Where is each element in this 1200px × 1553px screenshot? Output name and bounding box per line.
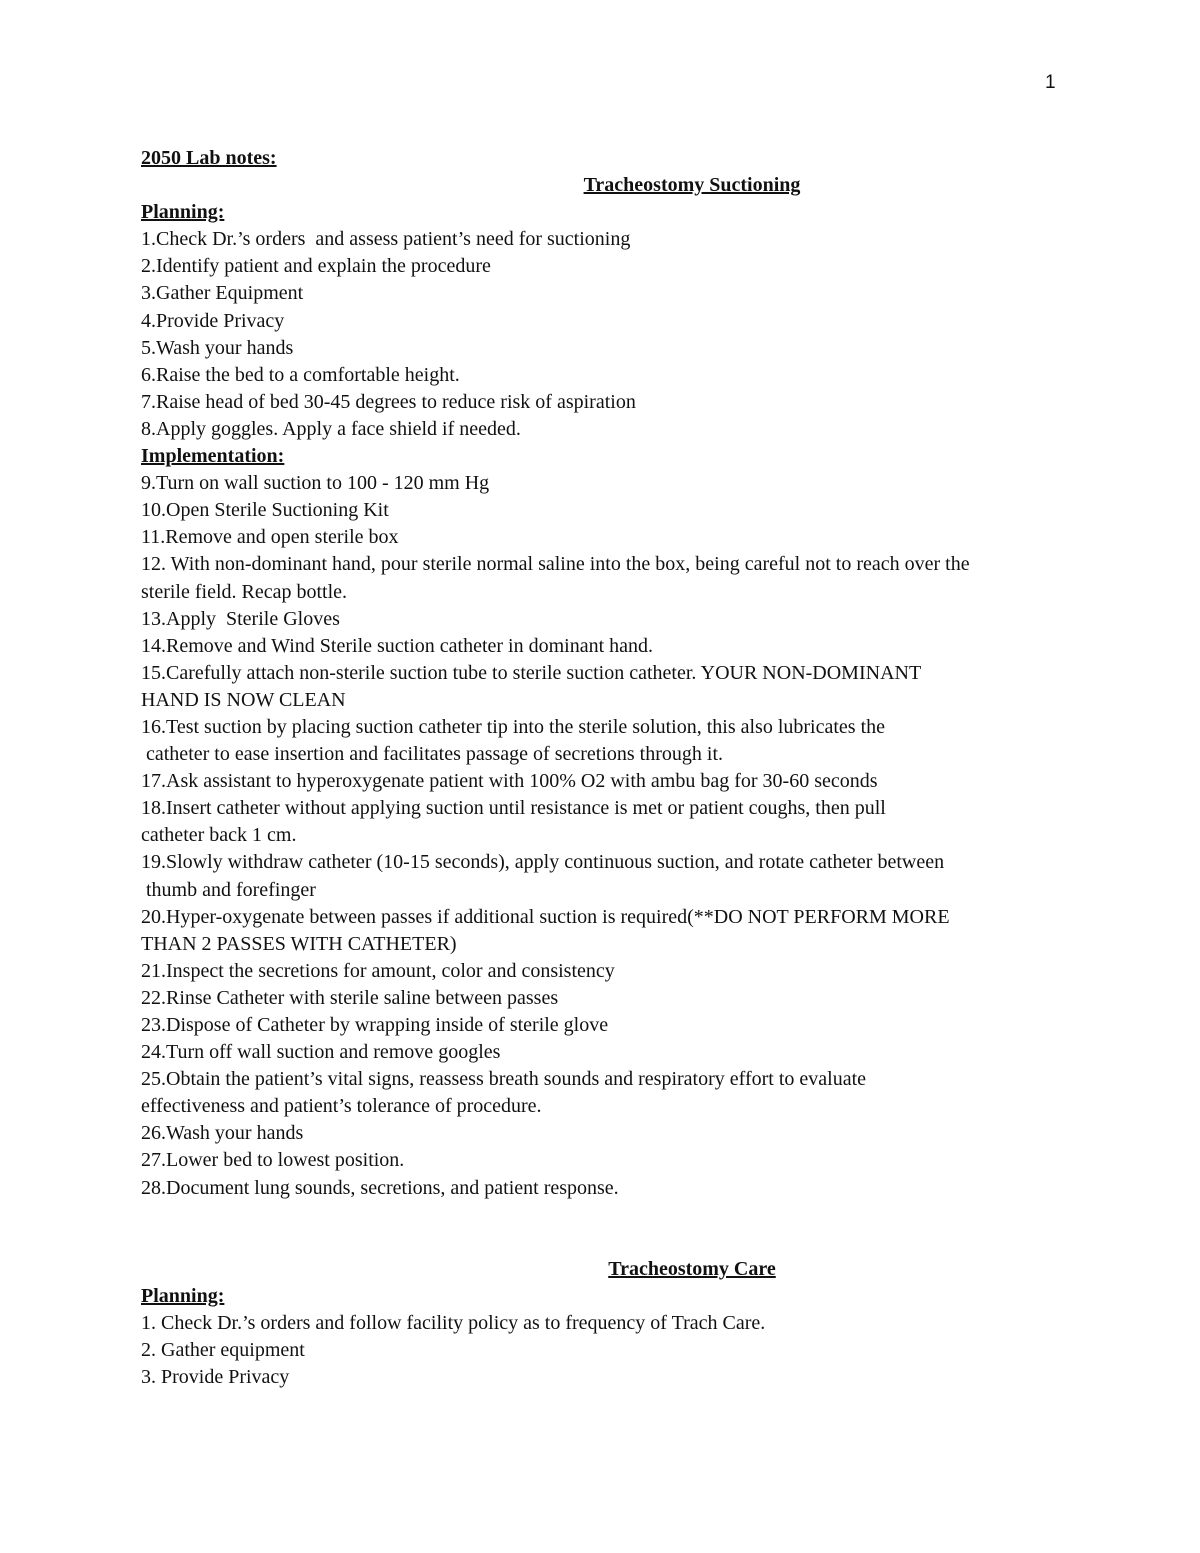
list-item: 12. With non-dominant hand, pour sterile normal saline into the box, being careful not to reach over the — [141, 553, 970, 576]
list-item-continuation: sterile field. Recap bottle. — [141, 580, 348, 603]
list-item-continuation: THAN 2 PASSES WITH CATHETER) — [141, 932, 457, 955]
list-item: 13.Apply Sterile Gloves — [141, 607, 340, 630]
planning-heading: Planning: — [141, 201, 225, 224]
planning-heading: Planning: — [141, 1284, 225, 1307]
section-title-care: Tracheostomy Care — [608, 1257, 776, 1280]
page-number: 1 — [1045, 72, 1056, 93]
list-item: 3. Provide Privacy — [141, 1366, 290, 1389]
list-item: 20.Hyper-oxygenate between passes if additional suction is required(**DO NOT PERFORM MORE — [141, 905, 950, 928]
list-item: 19.Slowly withdraw catheter (10-15 seconds), apply continuous suction, and rotate catheter between — [141, 851, 945, 874]
list-item-continuation: effectiveness and patient’s tolerance of procedure. — [141, 1095, 542, 1118]
list-item: 6.Raise the bed to a comfortable height. — [141, 363, 460, 386]
list-item: 21.Inspect the secretions for amount, color and consistency — [141, 959, 615, 982]
list-item: 4.Provide Privacy — [141, 309, 285, 332]
list-item: 27.Lower bed to lowest position. — [141, 1149, 405, 1172]
list-item-continuation: catheter back 1 cm. — [141, 824, 297, 847]
list-item: 5.Wash your hands — [141, 336, 294, 359]
list-item: 3.Gather Equipment — [141, 282, 304, 305]
list-item: 1. Check Dr.’s orders and follow facility policy as to frequency of Trach Care. — [141, 1311, 766, 1334]
list-item: 17.Ask assistant to hyperoxygenate patient with 100% O2 with ambu bag for 30-60 seconds — [141, 770, 878, 793]
list-item: 14.Remove and Wind Sterile suction catheter in dominant hand. — [141, 634, 654, 657]
list-item: 24.Turn off wall suction and remove googles — [141, 1041, 501, 1064]
list-item-continuation: catheter to ease insertion and facilitates passage of secretions through it. — [141, 743, 724, 766]
suctioning-planning-list — [141, 226, 1141, 443]
list-item: 23.Dispose of Catheter by wrapping inside of sterile glove — [141, 1014, 609, 1036]
list-item: 15.Carefully attach non-sterile suction tube to sterile suction catheter. YOUR NON-DOMINANT — [141, 661, 922, 684]
list-item: 1.Check Dr.’s orders and assess patient’s need for suctioning — [141, 228, 631, 251]
list-item: 28.Document lung sounds, secretions, and patient response. — [141, 1176, 619, 1199]
suctioning-implementation-list — [141, 470, 1141, 1202]
section-spacer — [141, 1202, 1141, 1256]
list-item: 18.Insert catheter without applying suction until resistance is met or patient coughs, then pull — [141, 797, 886, 820]
list-item: 26.Wash your hands — [141, 1122, 304, 1145]
list-item: 10.Open Sterile Suctioning Kit — [141, 499, 389, 522]
list-item: 22.Rinse Catheter with sterile saline between passes — [141, 986, 559, 1009]
section-title-suctioning: Tracheostomy Suctioning — [583, 174, 801, 197]
document-title: 2050 Lab notes: — [141, 147, 277, 169]
list-item-continuation: thumb and forefinger — [141, 878, 316, 901]
list-item-continuation: HAND IS NOW CLEAN — [141, 688, 346, 711]
list-item: 2. Gather equipment — [141, 1338, 305, 1361]
list-item: 7.Raise head of bed 30-45 degrees to reduce risk of aspiration — [141, 390, 636, 413]
list-item: 8.Apply goggles. Apply a face shield if needed. — [141, 417, 521, 440]
list-item: 9.Turn on wall suction to 100 - 120 mm Hg — [141, 472, 490, 495]
list-item: 25.Obtain the patient’s vital signs, reassess breath sounds and respiratory effort to evaluate — [141, 1068, 866, 1091]
implementation-heading: Implementation: — [141, 445, 285, 468]
list-item: 2.Identify patient and explain the procedure — [141, 255, 491, 278]
care-planning-list — [141, 1310, 1141, 1391]
document-body — [141, 145, 1141, 1391]
list-item: 11.Remove and open sterile box — [141, 526, 399, 549]
list-item: 16.Test suction by placing suction catheter tip into the sterile solution, this also lubricates the — [141, 715, 886, 738]
